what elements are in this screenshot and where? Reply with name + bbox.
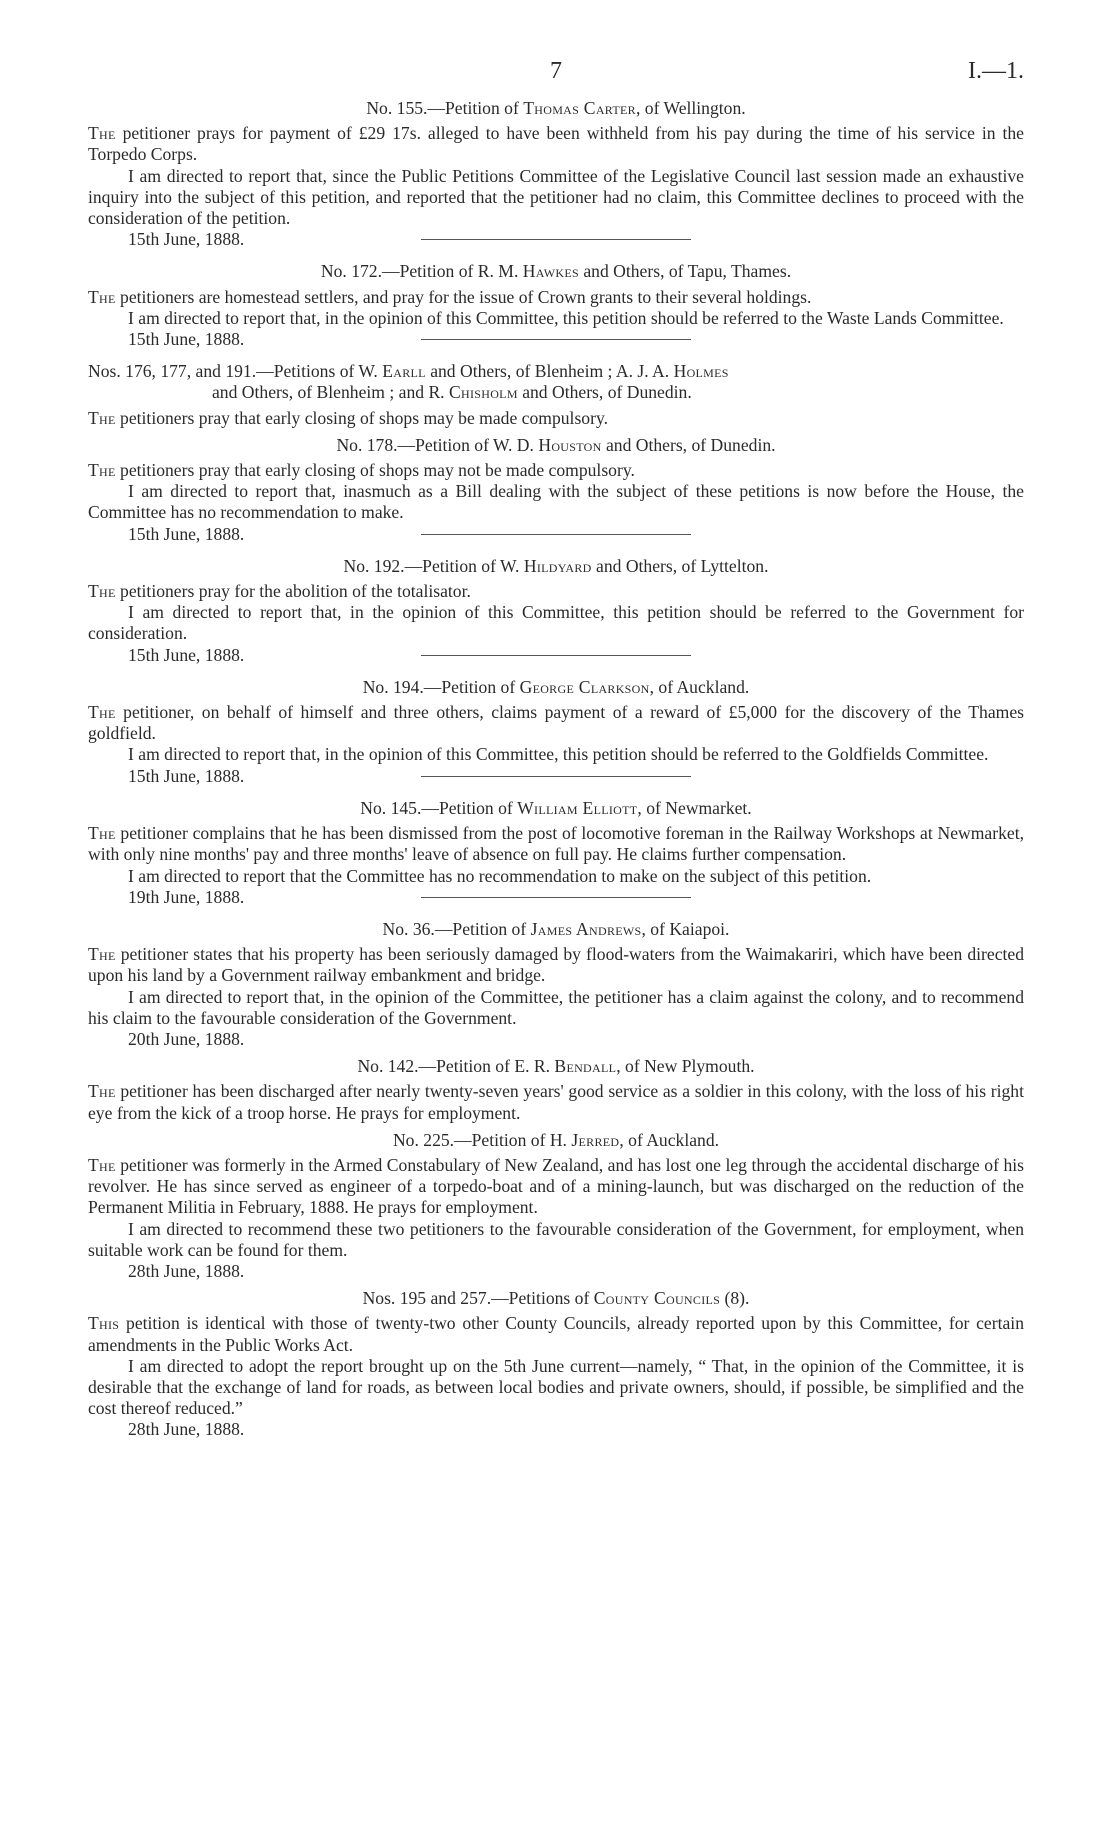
report-date: 15th June, 1888. [128, 229, 245, 250]
page-number: 7 [550, 58, 562, 84]
petitioner-name: George Clarkson [519, 676, 650, 697]
section-divider [421, 339, 691, 340]
petition-heading: No. 194.—Petition of George Clarkson, of Auckland. [362, 676, 750, 697]
petition-heading: No. 225.—Petition of H. Jerred, of Auckland. [392, 1129, 720, 1150]
petition-summary: The petitioners pray for the abolition of the totalisator. [88, 581, 471, 602]
petition-section [88, 677, 1024, 788]
committee-report: I am directed to recommend these two petitioners to the favourable consideration of the Government, for employment, when suitable work can be found for them. [88, 1218, 1024, 1260]
petition-summary: The petitioners pray that early closing of shops may be made compulsory. [88, 407, 608, 428]
committee-report: I am directed to report that the Committee has no recommendation to make on the subject of this petition. [128, 865, 872, 886]
petition-section [88, 1288, 1024, 1440]
petition-heading: Nos. 195 and 257.—Petitions of County Councils (8). [362, 1288, 750, 1309]
committee-report: I am directed to adopt the report brought up on the 5th June current—namely, “ That, in the opinion of the Committee, it is desirable that the exchange of land for roads, as between local bodies and private owners, should, if possible, be simplified and the cost thereof reduced.” [88, 1355, 1024, 1419]
petitioner-name: Jerred [571, 1129, 620, 1150]
section-divider [421, 534, 691, 535]
petition-summary: The petitioner, on behalf of himself and three others, claims payment of a reward of £5,000 for the discovery of the Thames goldfield. [88, 702, 1024, 744]
committee-report: I am directed to report that, in the opinion of the Committee, the petitioner has a claim against the colony, and to recommend his claim to the favourable consideration of the Government. [88, 986, 1024, 1028]
petitioner-name: Holmes [673, 361, 729, 382]
petitioner-name: James Andrews [530, 918, 642, 939]
petition-summary: This petition is identical with those of twenty-two other County Councils, already reported upon by this Committee, for certain amendments in the Public Works Act. [88, 1313, 1024, 1355]
petition-summary: The petitioner complains that he has been dismissed from the post of locomotive foreman in the Railway Workshops at Newmarket, with only nine months' pay and three months' leave of absence on full pay. He claims further compensation. [88, 823, 1024, 865]
petition-section [88, 1130, 1024, 1282]
petition-section [88, 361, 1024, 429]
report-date: 15th June, 1888. [128, 329, 245, 350]
report-date: 15th June, 1888. [128, 523, 245, 544]
petition-heading: No. 178.—Petition of W. D. Houston and Others, of Dunedin. [336, 434, 776, 455]
petition-heading: Nos. 176, 177, and 191.—Petitions of W. Earll and Others, of Blenheim ; A. J. A. Holmes and Others, of Blenheim ; and R. Chisholm and Others, of Dunedin. [88, 361, 729, 403]
petitioner-name: Houston [538, 434, 602, 455]
petition-heading: No. 142.—Petition of E. R. Bendall, of New Plymouth. [357, 1056, 755, 1077]
section-divider [421, 655, 691, 656]
petition-summary: The petitioner was formerly in the Armed Constabulary of New Zealand, and has lost one leg through the accidental discharge of his revolver. He has since served as engineer of a torpedo-boat and of a mining-launch, but was discharged on the reduction of the Permanent Militia in February, 1888. He prays for employment. [88, 1154, 1024, 1218]
petition-heading: No. 36.—Petition of James Andrews, of Kaiapoi. [382, 918, 730, 939]
petitioner-name: Bendall [554, 1056, 617, 1077]
report-date: 20th June, 1888. [128, 1028, 245, 1049]
report-date: 15th June, 1888. [128, 644, 245, 665]
report-date: 28th June, 1888. [128, 1419, 245, 1440]
section-divider [421, 897, 691, 898]
petition-section [88, 1056, 1024, 1124]
paper-reference: I.—1. [968, 58, 1024, 84]
report-date: 19th June, 1888. [128, 886, 245, 907]
petition-heading: No. 172.—Petition of R. M. Hawkes and Others, of Tapu, Thames. [320, 261, 792, 282]
running-head [88, 56, 1024, 96]
petitioner-name: Thomas Carter [523, 98, 636, 118]
petition-section [88, 919, 1024, 1050]
section-divider [421, 239, 691, 240]
committee-report: I am directed to report that, inasmuch as a Bill dealing with the subject of these petitions is now before the House, the Committee has no recommendation to make. [88, 481, 1024, 523]
petition-section [88, 556, 1024, 667]
committee-report: I am directed to report that, in the opinion of this Committee, this petition should be referred to the Goldfields Committee. [128, 744, 989, 765]
petitioner-name: Chisholm [448, 382, 518, 403]
petitioner-name: Hawkes [522, 261, 579, 282]
petitioner-name: Hildyard [523, 555, 592, 576]
committee-report: I am directed to report that, since the Public Petitions Committee of the Legislative Council last session made an exhaustive inquiry into the subject of this petition, and reported that the petitioner had no claim, this Committee declines to proceed with the consideration of the petition. [88, 165, 1024, 229]
section-divider [421, 776, 691, 777]
petition-section [88, 798, 1024, 909]
petition-summary: The petitioner has been discharged after nearly twenty-seven years' good service as a soldier in this colony, with the loss of his right eye from the kick of a troop horse. He prays for employment. [88, 1081, 1024, 1123]
petitioner-name: County Councils [593, 1288, 721, 1309]
petition-summary: The petitioner prays for payment of £29 17s. alleged to have been withheld from his pay during the time of his service in the Torpedo Corps. [88, 123, 1024, 165]
petition-summary: The petitioners pray that early closing of shops may not be made compulsory. [88, 460, 635, 481]
petitioner-name: Earll [382, 361, 426, 382]
report-date: 15th June, 1888. [128, 765, 245, 786]
petition-summary: The petitioners are homestead settlers, and pray for the issue of Crown grants to their several holdings. [88, 286, 812, 307]
petition-section [88, 261, 1024, 351]
petition-section [88, 98, 1024, 251]
committee-report: I am directed to report that, in the opinion of this Committee, this petition should be referred to the Government for consideration. [88, 602, 1024, 644]
petition-heading: No. 145.—Petition of William Elliott, of Newmarket. [360, 797, 752, 818]
report-date: 28th June, 1888. [128, 1260, 245, 1281]
petition-heading: No. 192.—Petition of W. Hildyard and Others, of Lyttelton. [343, 555, 769, 576]
petitioner-name: William Elliott [517, 797, 638, 818]
petition-summary: The petitioner states that his property has been seriously damaged by flood-waters from the Waimakariri, which have been directed upon his land by a Government railway embankment and bridge. [88, 944, 1024, 986]
committee-report: I am directed to report that, in the opinion of this Committee, this petition should be referred to the Waste Lands Committee. [128, 307, 1004, 328]
petition-heading: No. 155.—Petition of Thomas Carter, of Wellington. [366, 98, 746, 118]
petition-section [88, 435, 1024, 546]
